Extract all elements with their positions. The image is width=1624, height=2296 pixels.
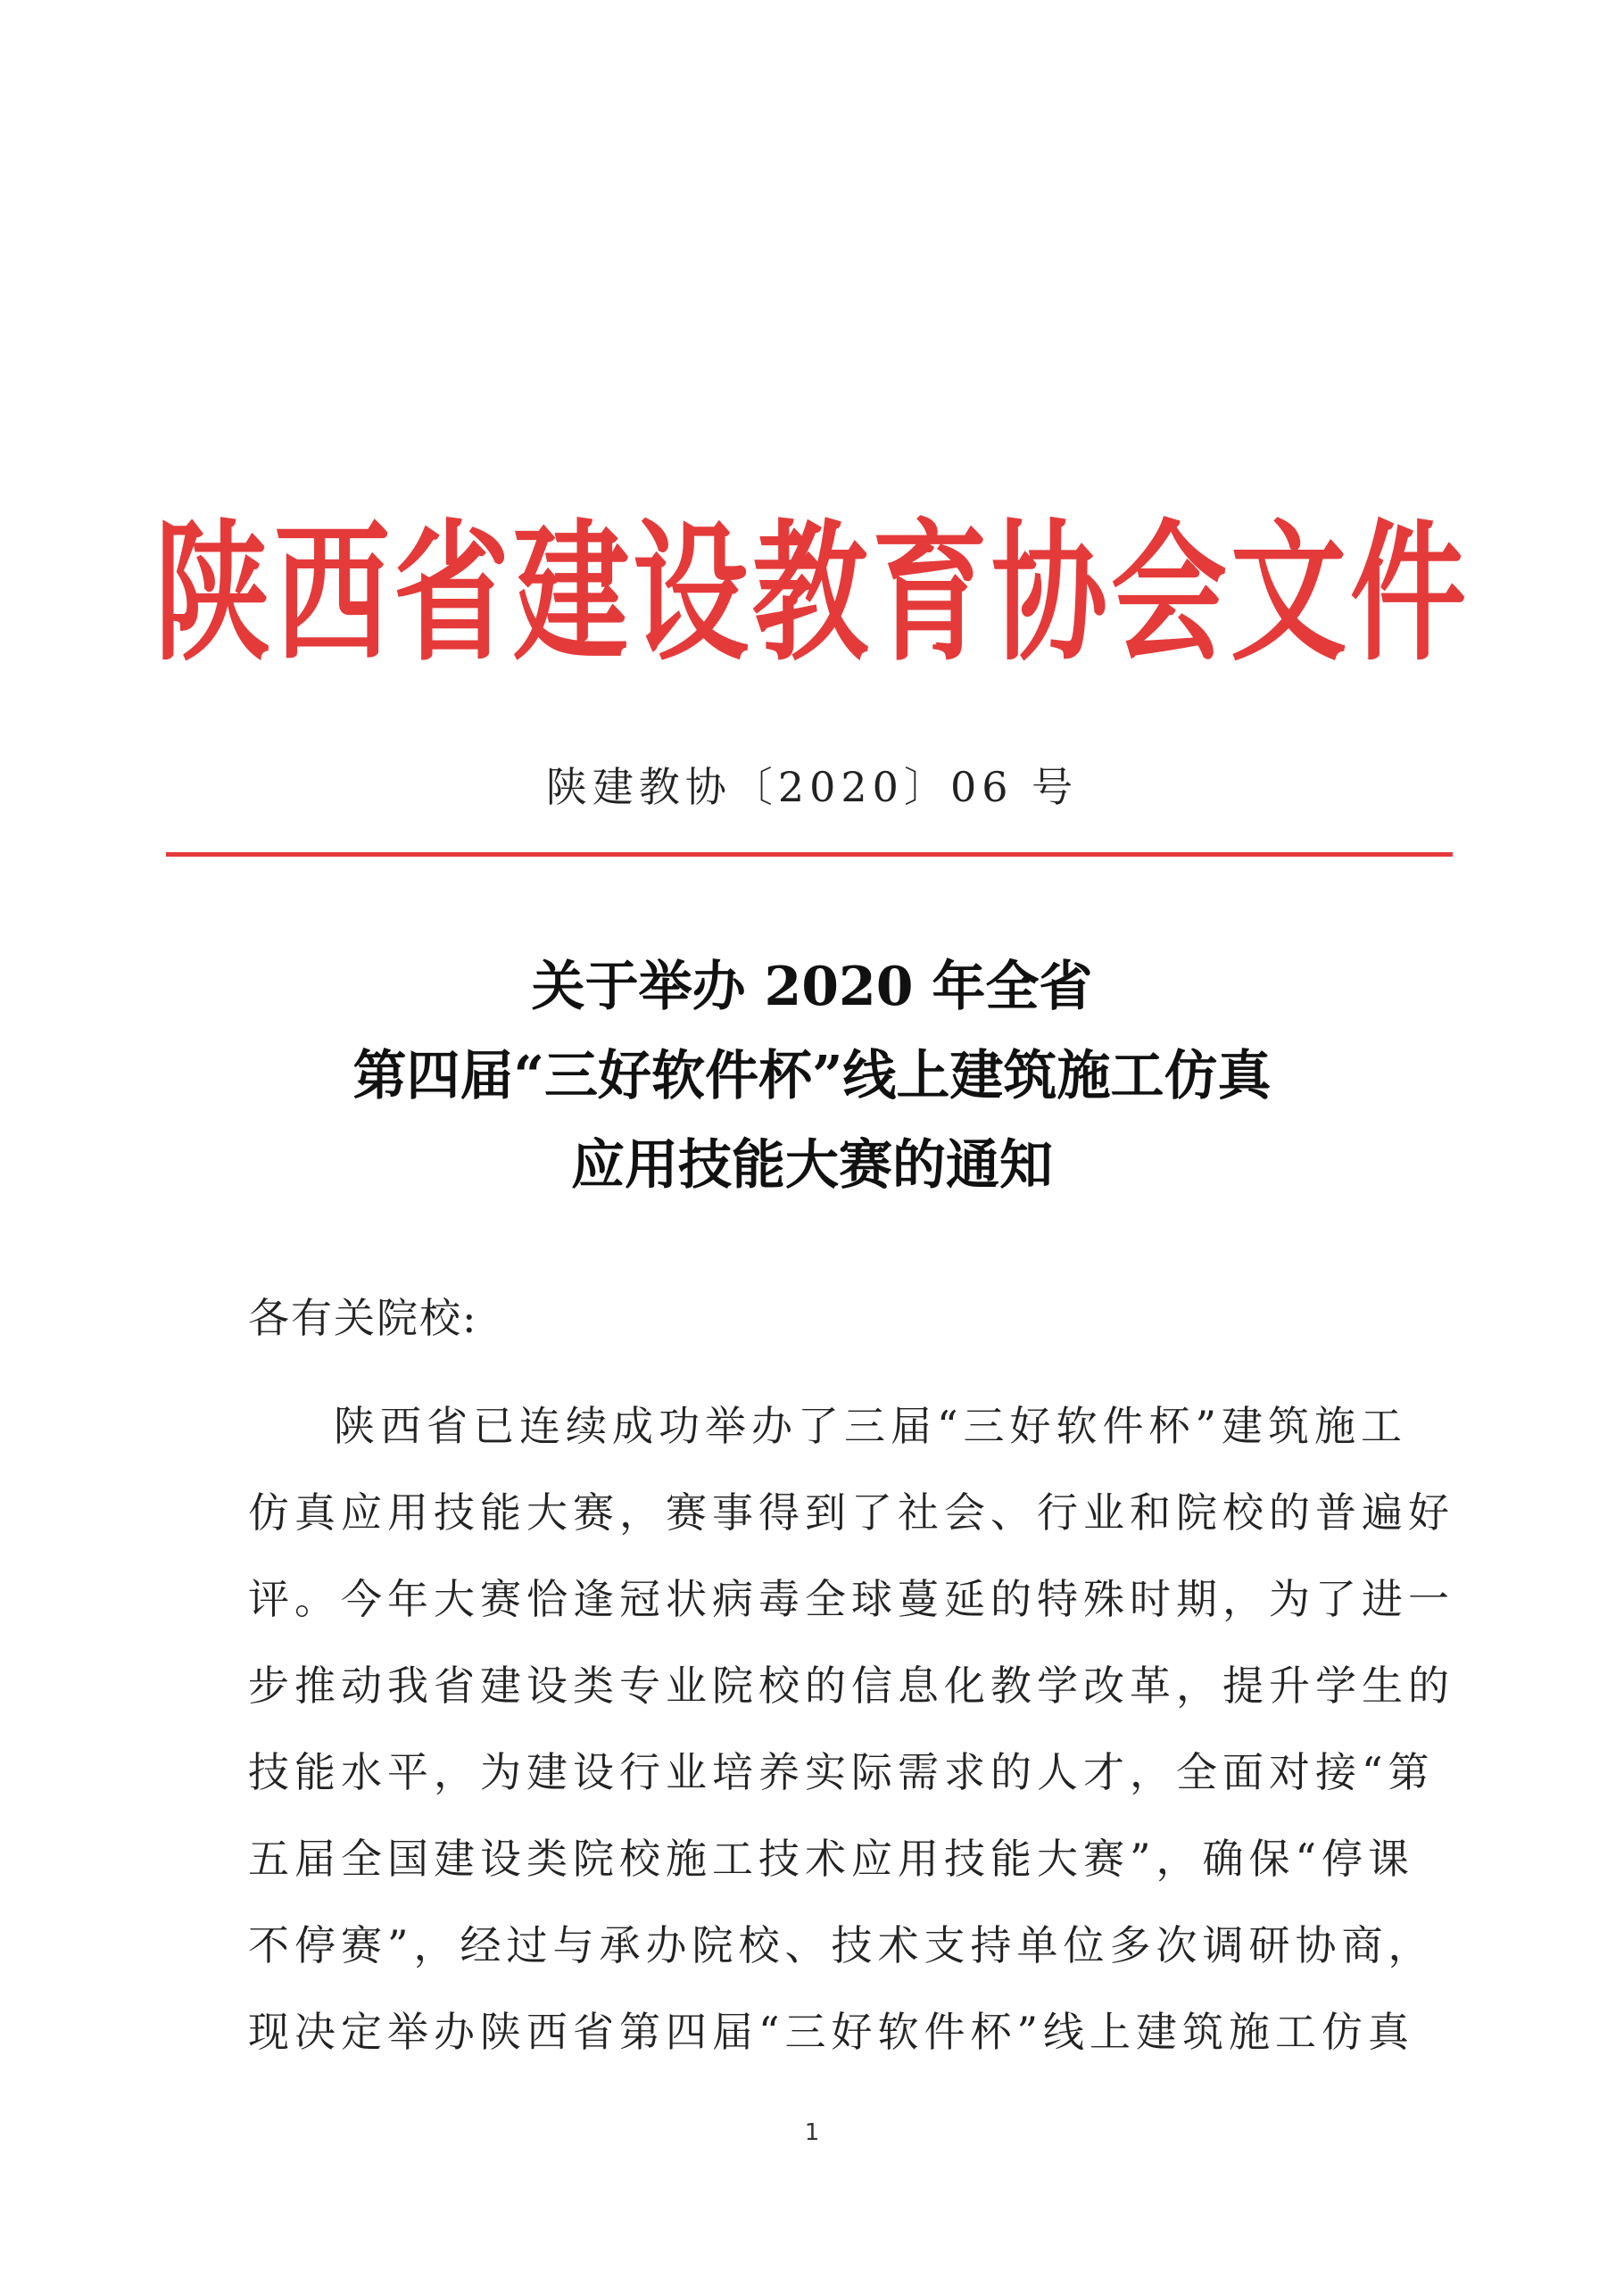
document-number: 陕建教协〔2020〕06 号: [545, 763, 1079, 811]
body-line: 技能水平，为建设行业培养实际需求的人才，全面对接“第: [248, 1748, 1435, 1796]
document-masthead: 陕西省建设教育协会文件: [153, 505, 1470, 682]
notice-title: [0, 942, 1624, 1210]
body-line: 步推动我省建设类专业院校的信息化教学改革，提升学生的: [248, 1662, 1454, 1710]
body-line: 评。今年大赛恰逢冠状病毒全球蔓延的特殊时期，为了进一: [248, 1575, 1454, 1623]
body-paragraph: [248, 1383, 1454, 2076]
notice-title-line: 应用技能大赛的通知: [571, 1134, 1053, 1197]
red-divider-line: [166, 852, 1453, 857]
body-line: 现决定举办陕西省第四届“三好软件杯”线上建筑施工仿真: [248, 2008, 1415, 2056]
body-line: 仿真应用技能大赛，赛事得到了社会、行业和院校的普遍好: [248, 1488, 1454, 1537]
notice-title-line: 关于举办 2020 年全省: [531, 956, 1093, 1018]
salutation: 各有关院校:: [248, 1294, 478, 1342]
page-number: 1: [804, 2119, 820, 2146]
body-line: 陕西省已连续成功举办了三届“三好软件杯”建筑施工: [334, 1402, 1408, 1450]
notice-title-line: 第四届“三好软件杯”线上建筑施工仿真: [352, 1045, 1272, 1107]
body-line: 五届全国建设类院校施工技术应用技能大赛”，确保“停课: [248, 1835, 1415, 1883]
body-line: 不停赛”，经过与承办院校、技术支持单位多次调研协商，: [248, 1921, 1435, 1969]
